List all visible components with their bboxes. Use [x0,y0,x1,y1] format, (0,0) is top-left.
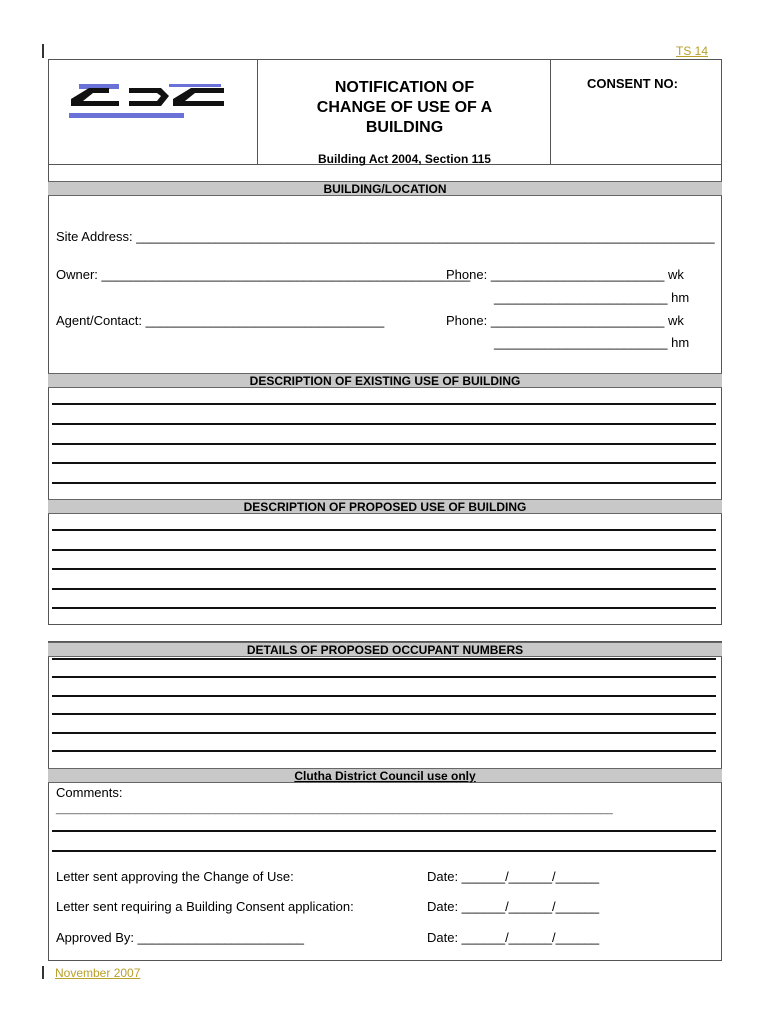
council-use-title: Clutha District Council use only [294,769,476,783]
letter-consent-label: Letter sent requiring a Building Consent application: [56,899,354,914]
writing-line [52,482,716,484]
comments-line[interactable] [52,850,716,852]
writing-line [52,588,716,590]
writing-line [52,462,716,464]
title-cell [257,60,551,164]
writing-line [52,695,716,697]
form-title-line-3: BUILDING [365,119,444,136]
revision-mark-bottom [42,966,44,979]
letter-approving-date-field[interactable]: Date: ______/______/______ [427,869,600,884]
council-logo [69,82,229,122]
section-header-occupants: DETAILS OF PROPOSED OCCUPANT NUMBERS [48,642,722,657]
writing-line [52,423,716,425]
writing-line [52,529,716,531]
consent-cell [550,60,721,164]
agent-phone-hm-field[interactable]: ________________________ hm [494,335,690,350]
form-title-line-2: CHANGE OF USE OF A [316,99,493,116]
owner-field[interactable]: Owner: ___________________________________________________ [56,267,471,282]
letter-approving-label: Letter sent approving the Change of Use: [56,869,294,884]
form-title-line-1: NOTIFICATION OF [334,79,475,96]
owner-phone-wk-field[interactable]: Phone: ________________________ wk [446,267,684,282]
cdc-logo-icon [69,82,229,122]
writing-line [52,607,716,609]
consent-number-label: CONSENT NO: [587,76,678,91]
footer-date: November 2007 [55,966,141,980]
agent-phone-wk-field[interactable]: Phone: ________________________ wk [446,313,684,328]
writing-line [52,443,716,445]
writing-line [52,568,716,570]
form-subtitle: Building Act 2004, Section 115 [318,152,491,166]
writing-line [52,403,716,405]
section-header-proposed-use: DESCRIPTION OF PROPOSED USE OF BUILDING [48,499,722,514]
form-reference-code: TS 14 [676,44,709,58]
section-header-council-use [48,768,722,783]
form-title [258,78,551,138]
owner-phone-hm-field[interactable]: ________________________ hm [494,290,690,305]
writing-line [52,713,716,715]
approved-by-field[interactable]: Approved By: _______________________ [56,930,304,945]
letter-consent-date-field[interactable]: Date: ______/______/______ [427,899,600,914]
comments-line[interactable] [52,830,716,832]
comments-field[interactable]: ___________________________________________________________________________________________ [56,803,613,815]
revision-mark-top [42,44,44,58]
site-address-field[interactable]: Site Address: ________________________________________________________________________________ [56,229,715,244]
section-header-existing-use: DESCRIPTION OF EXISTING USE OF BUILDING [48,373,722,388]
writing-line [52,750,716,752]
approved-date-field[interactable]: Date: ______/______/______ [427,930,600,945]
writing-line [52,732,716,734]
agent-contact-field[interactable]: Agent/Contact: _________________________________ [56,313,385,328]
section-header-building-location: BUILDING/LOCATION [48,181,722,196]
writing-line [52,658,716,660]
comments-label: Comments: [56,785,123,800]
writing-line [52,549,716,551]
writing-line [52,676,716,678]
form-header [48,59,722,165]
